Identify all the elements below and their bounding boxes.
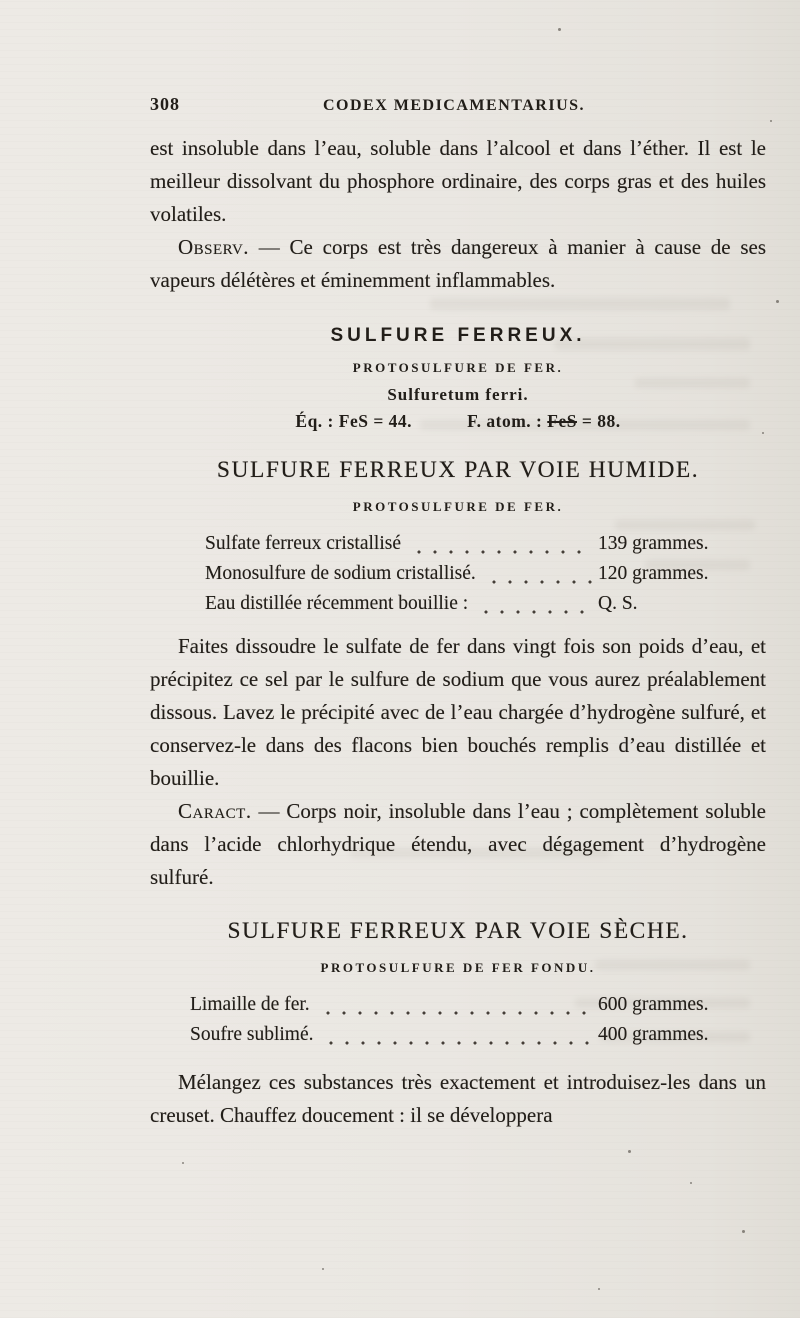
equation-line [150, 411, 766, 432]
dust-speck [770, 120, 772, 122]
dust-speck [322, 1268, 324, 1270]
section-seche-title: SULFURE FERREUX PAR VOIE SÈCHE. [227, 918, 689, 944]
running-title: CODEX MEDICAMENTARIUS. [322, 97, 586, 114]
dot-leader [482, 563, 592, 593]
caract-label: Caract. [178, 799, 252, 823]
recipe-quantity: 120 grammes. [598, 563, 709, 584]
paragraph-procedure-humide: Faites dissoudre le sulfate de fer dans vingt fois son poids d’eau, et précipitez ce sel par le sulfure de sodium que vous aurez préalablement dissous. Lavez le précipité avec de l’eau chargée d’hydrogène sulfuré, et conservez-le dans des flacons bien bouchés remplis d’eau distillée et bouillie. [150, 634, 766, 790]
page-number: 308 [150, 94, 180, 114]
paragraph-observ [150, 231, 766, 297]
recipe-item: Soufre sublimé. [190, 1024, 314, 1045]
recipe-item: Monosulfure de sodium cristallisé. [205, 563, 476, 584]
article-subtitle-french: PROTOSULFURE DE FER. [352, 360, 564, 375]
dot-leader [474, 593, 592, 623]
recipe-row [190, 1024, 766, 1054]
recipe-quantity: 139 grammes. [598, 533, 709, 554]
dot-leader [407, 533, 592, 563]
recipe-seche [150, 994, 766, 1054]
recipe-quantity: 400 grammes. [598, 1024, 709, 1045]
dust-speck [182, 1162, 184, 1164]
article-subtitle-latin: Sulfuretum ferri. [387, 385, 529, 404]
paragraph-continuation: est insoluble dans l’eau, soluble dans l’alcool et dans l’éther. Il est le meilleur dissolvant du phosphore ordinaire, des corps gras et des huiles volatiles. [150, 136, 766, 226]
barred-formula: FeS [547, 411, 577, 431]
recipe-row [205, 563, 766, 593]
dot-leader [316, 994, 592, 1024]
running-head [150, 94, 766, 116]
section-humide-title: SULFURE FERREUX PAR VOIE HUMIDE. [216, 457, 700, 483]
recipe-item: Eau distillée récemment bouillie : [205, 593, 469, 614]
recipe-humide [150, 533, 766, 623]
paragraph-caract [150, 795, 766, 894]
observ-label: Observ. [178, 235, 250, 259]
paragraph-procedure-seche: Mélangez ces substances très exactement et introduisez-les dans un creuset. Chauffez doucement : il se développera [150, 1070, 766, 1127]
equation-equivalent: Éq. : FeS = 44. [295, 411, 413, 431]
dust-speck [776, 300, 779, 303]
caract-text: — Corps noir, insoluble dans l’eau ; complètement soluble dans l’acide chlorhydrique étendu, avec dégagement d’hydrogène sulfuré. [150, 799, 766, 889]
recipe-row [205, 593, 766, 623]
recipe-item: Sulfate ferreux cristallisé [205, 533, 401, 554]
dust-speck [628, 1150, 631, 1153]
recipe-row [205, 533, 766, 563]
dust-speck [690, 1182, 692, 1184]
section-seche-subtitle: PROTOSULFURE DE FER FONDU. [320, 960, 596, 975]
text-column [150, 0, 766, 1132]
section-humide-subtitle: PROTOSULFURE DE FER. [352, 499, 564, 514]
recipe-quantity: 600 grammes. [598, 994, 709, 1015]
dot-leader [319, 1024, 592, 1054]
equation-atomic: F. atom. : FeS = 88. [467, 411, 621, 431]
recipe-row [190, 994, 766, 1024]
dust-speck [742, 1230, 745, 1233]
recipe-item: Limaille de fer. [190, 994, 310, 1015]
article-title: SULFURE FERREUX. [330, 325, 586, 346]
recipe-quantity: Q. S. [598, 593, 638, 614]
observ-text: — Ce corps est très dangereux à manier à cause de ses vapeurs délétères et éminemment inflammables. [150, 235, 766, 292]
dust-speck [598, 1288, 600, 1290]
